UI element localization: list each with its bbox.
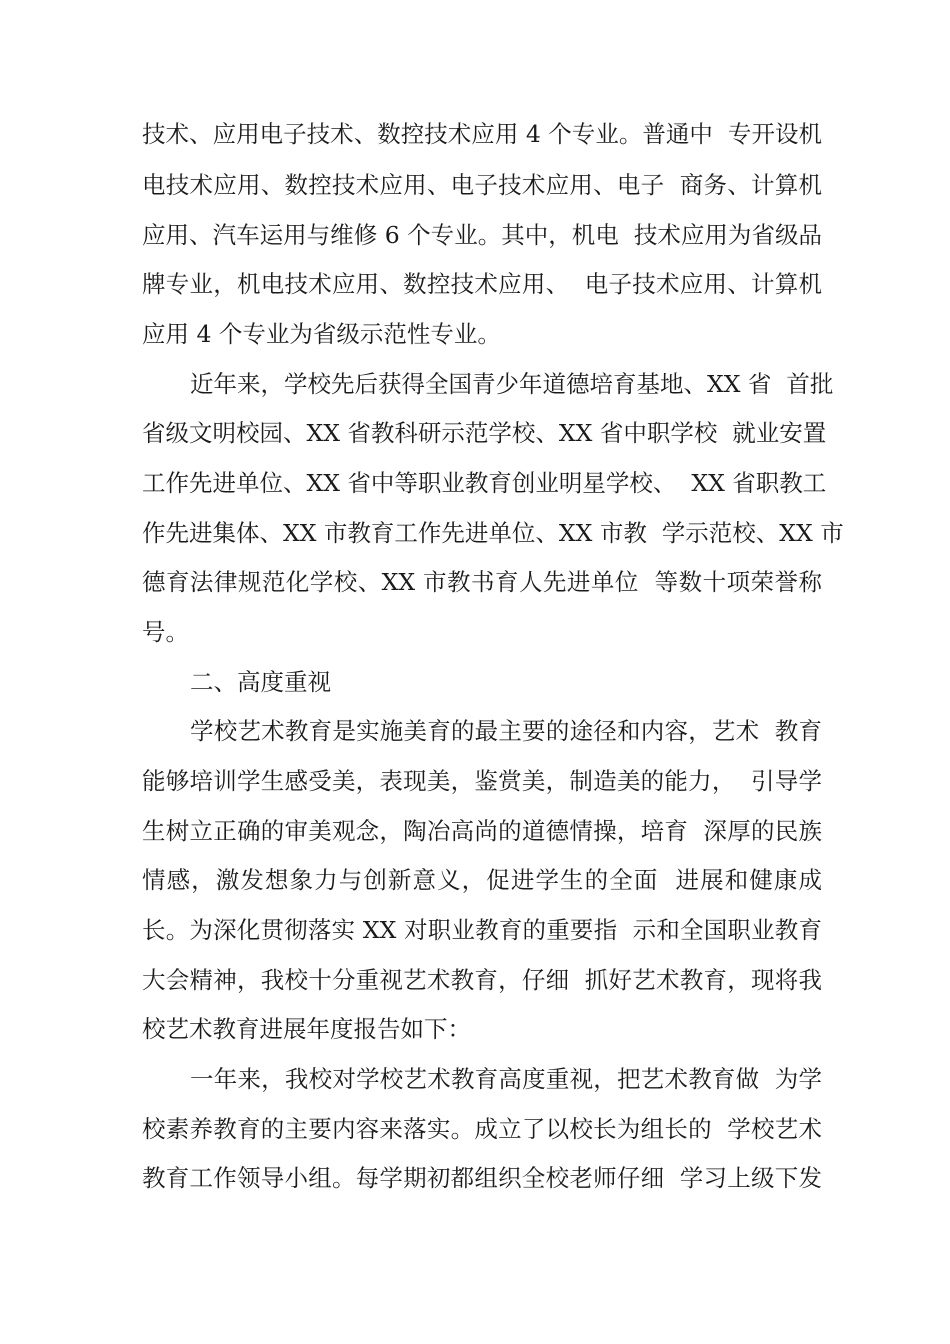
section-heading: 二、高度重视 <box>190 668 331 696</box>
text-line: 教育工作领导小组。每学期初都组织全校老师仔细 学习上级下发 <box>142 1164 822 1192</box>
text-line: 牌专业，机电技术应用、数控技术应用、 电子技术应用、计算机 <box>142 270 822 298</box>
text-line: 情感，激发想象力与创新意义，促进学生的全面 进展和健康成 <box>142 866 822 894</box>
text-line: 长。为深化贯彻落实 XX 对职业教育的重要指 示和全国职业教育 <box>142 916 822 944</box>
text-line: 近年来，学校先后获得全国青少年道德培育基地、XX 省 首批 <box>190 370 834 398</box>
text-line: 省级文明校园、XX 省教科研示范学校、XX 省中职学校 就业安置 <box>142 419 827 447</box>
text-line: 生树立正确的审美观念，陶冶高尚的道德情操，培育 深厚的民族 <box>142 817 822 845</box>
text-line: 应用、汽车运用与维修 6 个专业。其中，机电 技术应用为省级品 <box>142 221 822 249</box>
text-line: 校素养教育的主要内容来落实。成立了以校长为组长的 学校艺术 <box>142 1115 822 1143</box>
text-line: 作先进集体、XX 市教育工作先进单位、XX 市教 学示范校、XX 市 <box>142 519 844 547</box>
text-line: 德育法律规范化学校、XX 市教书育人先进单位 等数十项荣誉称 <box>142 568 822 596</box>
text-line: 能够培训学生感受美，表现美，鉴赏美，制造美的能力， 引导学 <box>142 767 822 795</box>
text-line: 学校艺术教育是实施美育的最主要的途径和内容，艺术 教育 <box>190 717 822 745</box>
text-line: 电技术应用、数控技术应用、电子技术应用、电子 商务、计算机 <box>142 171 822 199</box>
text-line: 校艺术教育进展年度报告如下： <box>142 1015 471 1043</box>
text-line: 应用 4 个专业为省级示范性专业。 <box>142 320 501 348</box>
text-line: 技术、应用电子技术、数控技术应用 4 个专业。普通中 专开设机 <box>142 120 822 148</box>
text-line: 工作先进单位、XX 省中等职业教育创业明星学校、 XX 省职教工 <box>142 469 827 497</box>
text-line: 一年来，我校对学校艺术教育高度重视，把艺术教育做 为学 <box>190 1065 822 1093</box>
text-line: 号。 <box>142 618 189 646</box>
text-line: 大会精神，我校十分重视艺术教育，仔细 抓好艺术教育，现将我 <box>142 966 822 994</box>
